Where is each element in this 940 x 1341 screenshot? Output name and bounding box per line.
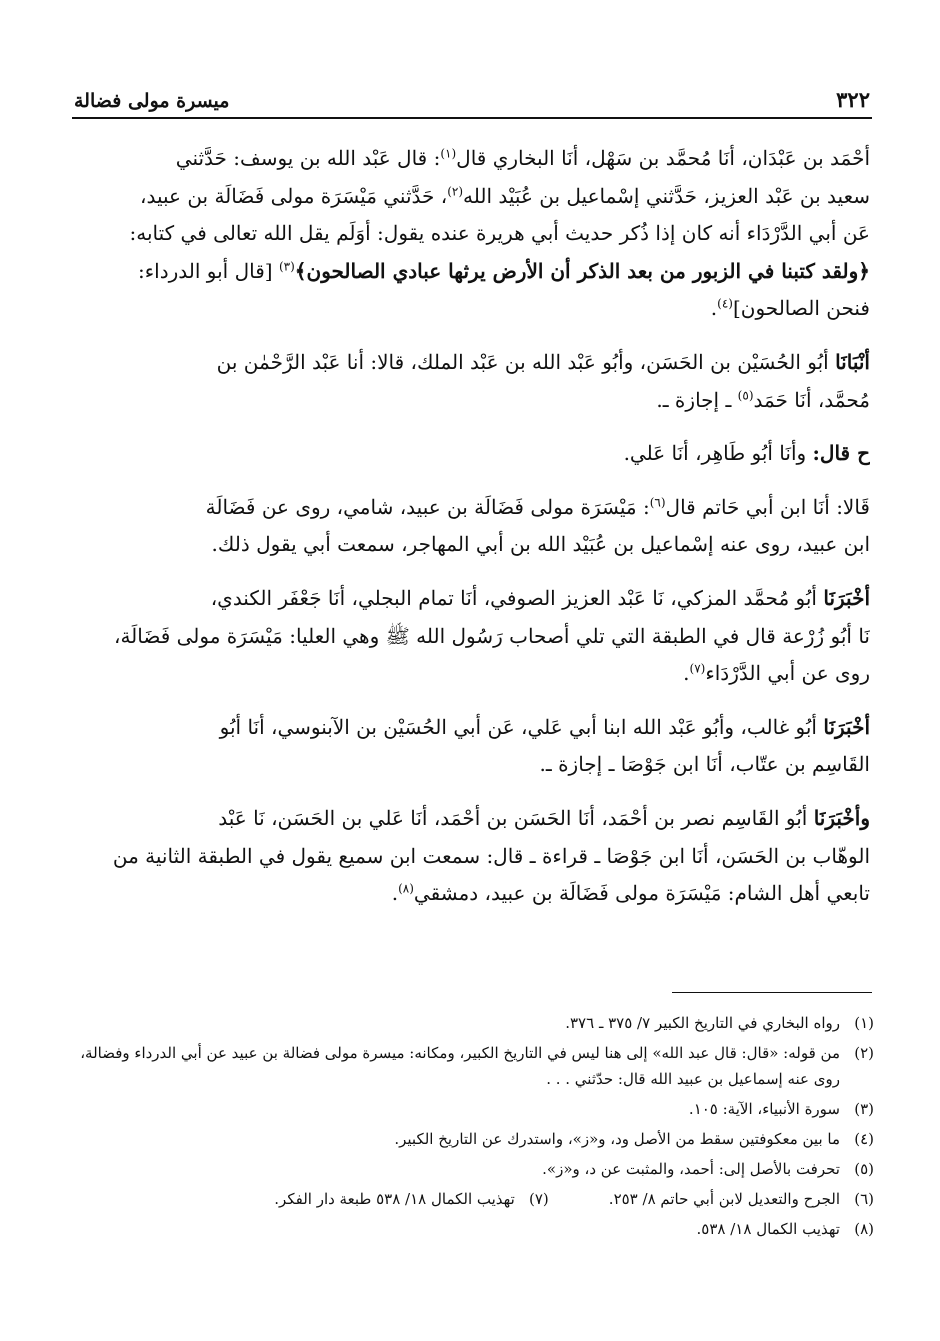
footnote-number: (٥)	[854, 1160, 874, 1178]
footnote-text: سورة الأنبياء، الآية: ١٠٥.	[688, 1100, 840, 1118]
paragraph-7	[74, 800, 870, 913]
footnote-ref[interactable]: (٣)	[278, 259, 295, 274]
footnote-text: ما بين معكوفتين سقط من الأصل ود، و«ز»، واستدرك عن التاريخ الكبير.	[394, 1130, 840, 1148]
footnote-number: (٣)	[854, 1100, 874, 1118]
footnote-number: (٤)	[854, 1130, 874, 1148]
main-text	[74, 140, 870, 929]
footnote-text: الجرح والتعديل لابن أبي حاتم ٨/ ٢٥٣.	[608, 1190, 840, 1208]
footnote-text: تهذيب الكمال ١٨/ ٥٣٨.	[696, 1220, 840, 1238]
footnote-4	[74, 1126, 874, 1152]
footnote-number: (٨)	[854, 1220, 874, 1238]
isnad-keyword: أخْبَرَنَا	[823, 585, 870, 610]
text-line: تابعي أهل الشام: مَيْسَرَة مولى فَضَالَة بن عبيد، دمشقي$^{(٨)}$.	[391, 881, 870, 906]
footnote-row	[74, 1186, 874, 1212]
text-line: أحْمَد بن عَبْدَان، أنَا مُحمَّد بن سَهْل، أنَا البخاري قال$^{(١)}$: قال عَبْد الله بن يوسف: حَدَّثني	[175, 146, 870, 170]
footnote-text: تحرفت بالأصل إلى: أحمد، والمثبت عن د، و«ز».	[542, 1160, 840, 1178]
text-line: نَا أبُو زُرْعة قال في الطبقة التي تلي أصحاب رَسُول الله ﷺ وهي العليا: مَيْسَرَة مولى فَضَالَة،	[113, 623, 870, 648]
footnote-ref[interactable]: (٤)	[717, 296, 733, 311]
text-line: فنحن الصالحون]$^{(٤)}$.	[710, 296, 870, 321]
text-line: مُحمَّد، أنَا حَمَد$^{(٥)}$ ـ إجازة ـ.	[656, 387, 870, 412]
text-line: أنْبَانَا أبُو الحُسَيْن بن الحَسَن، وأبُو عَبْد الله بن عَبْد الملك، قالا: أنا عَبْد الرَّحْمٰن بن	[216, 349, 870, 374]
paragraph-6	[74, 709, 870, 784]
text-line: ابن عبيد، روى عنه إسْماعيل بن عُبَيْد الله بن أبي المهاجر، سمعت أبي يقول ذلك.	[211, 532, 870, 557]
footnote-rule	[672, 992, 872, 993]
paragraph-5	[74, 580, 870, 693]
paragraph-4	[74, 489, 870, 564]
paragraph-3	[74, 435, 870, 473]
footnote-text: من قوله: «قال: قال عبد الله» إلى هنا ليس في التاريخ الكبير، ومكانه: ميسرة مولى فضالة بن عبيد عن أبي الدرداء وفضالة، روى عنه إسماعيل بن عبيد الله قال: حدّثني . . .	[80, 1044, 840, 1088]
footnote-3	[74, 1096, 874, 1122]
footnote-ref[interactable]: (٧)	[689, 661, 706, 676]
isnad-keyword: أخْبَرَنَا	[823, 714, 870, 739]
isnad-keyword: أنْبَانَا	[835, 349, 870, 374]
quran-verse: ﴿ولقد كتبنا في الزبور من بعد الذكر أن الأرض يرثها عبادي الصالحون﴾	[294, 258, 870, 283]
header-rule	[72, 117, 872, 119]
paragraph-2	[74, 344, 870, 419]
page-number: ٣٢٢	[836, 87, 870, 112]
footnote-ref[interactable]: (٢)	[447, 183, 464, 198]
footnote-text: رواه البخاري في التاريخ الكبير ٧/ ٣٧٥ ـ ٣٧٦.	[565, 1014, 840, 1032]
text-line: عَن أبي الدَّرْدَاء أنه كان إذا ذُكر حديث أبي هريرة عنده يقول: أوَلَم يقل الله تعالى في كتابه:	[129, 221, 870, 246]
footnote-ref[interactable]: (١)	[440, 146, 457, 161]
footnote-number: (٦)	[854, 1190, 874, 1208]
isnad-keyword: ح قال:	[812, 441, 870, 466]
footnote-number: (١)	[854, 1014, 874, 1032]
footnote-7	[274, 1186, 549, 1212]
text-line: ﴿ولقد كتبنا في الزبور من بعد الذكر أن الأرض يرثها عبادي الصالحون﴾$^{(٣)}$ [قال أبو الدرداء:	[138, 258, 870, 283]
paragraph-1	[74, 140, 870, 328]
footnote-number: (٧)	[529, 1190, 549, 1208]
text-line: روى عن أبي الدَّرْدَاء$^{(٧)}$.	[683, 661, 870, 686]
footnote-6	[609, 1186, 874, 1212]
isnad-keyword: وأخْبَرَنَا	[813, 805, 870, 830]
footnote-text: تهذيب الكمال ١٨/ ٥٣٨ طبعة دار الفكر.	[274, 1190, 515, 1208]
text-line: وأخْبَرَنَا أبُو القَاسِم نصر بن أحْمَد، أنَا الحَسَن بن أحْمَد، أنَا عَلي بن الحَسَن، نَا عَبْد	[218, 805, 870, 830]
footnote-ref[interactable]: (٥)	[737, 387, 754, 402]
text-line: سعيد بن عَبْد العزيز، حَدَّثني إسْماعيل بن عُبَيْد الله$^{(٢)}$، حَدَّثني مَيْسَرَة مولى فَضَالَة بن عبيد،	[140, 183, 870, 208]
footnote-8	[74, 1216, 874, 1242]
footnotes	[74, 1010, 874, 1246]
text-line: أخْبَرَنَا أبُو غالب، وأبُو عَبْد الله ابنا أبي عَلي، عَن أبي الحُسَيْن بن الآبنوسي، أنَا أبُو	[219, 714, 870, 739]
footnote-ref[interactable]: (٦)	[649, 495, 666, 510]
footnote-ref[interactable]: (٨)	[398, 881, 414, 896]
footnote-1	[74, 1010, 874, 1036]
text-line: ح قال: وأنَا أبُو طَاهِر، أنَا عَلي.	[623, 441, 870, 466]
text-line: القَاسِم بن عتّاب، أنَا ابن جَوْصَا ـ إجازة ـ.	[539, 752, 870, 777]
running-title: ميسرة مولى فضالة	[74, 90, 230, 112]
text-line: قَالا: أنَا ابن أبي حَاتم قال$^{(٦)}$: مَيْسَرَة مولى فَضَالَة بن عبيد، شامي، روى عن فَضَالَة	[205, 494, 870, 519]
running-head	[74, 82, 870, 112]
footnote-5	[74, 1156, 874, 1182]
text-line: أخْبَرَنَا أبُو مُحمَّد المزكي، نَا عَبْد العزيز الصوفي، أنَا تمام البجلي، أنَا جَعْفَر الكندي،	[210, 585, 870, 610]
footnote-number: (٢)	[854, 1044, 874, 1062]
footnote-2	[74, 1040, 874, 1092]
text-line: الوهّاب بن الحَسَن، أنَا ابن جَوْصَا ـ قراءة ـ قال: سمعت ابن سميع يقول في الطبقة الثانية من	[112, 843, 870, 868]
